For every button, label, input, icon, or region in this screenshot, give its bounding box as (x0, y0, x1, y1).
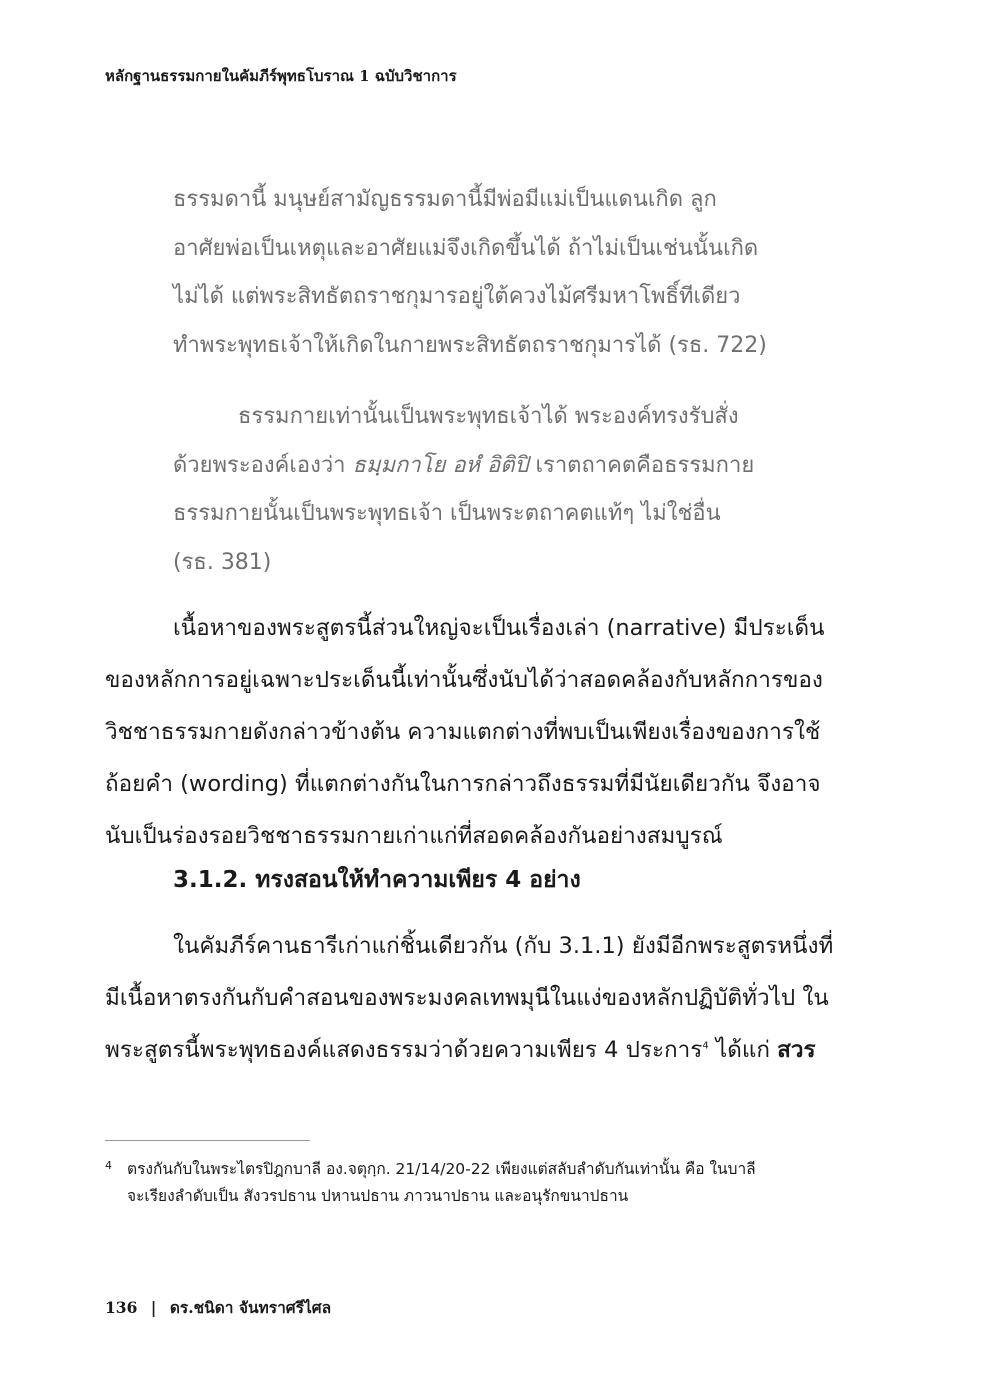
paragraph-line: นับเป็นร่องรอยวิชชาธรรมกายเก่าแก่ที่สอดคล้องกันอย่างสมบูรณ์ (105, 823, 723, 849)
quote-line: ทำพระพุทธเจ้าให้เกิดในกายพระสิทธัตถราชกุมารได้ (รธ. 722) (173, 332, 767, 358)
paragraph-line: วิชชาธรรมกายดังกล่าวข้างต้น ความแตกต่างที่พบเป็นเพียงเรื่องของการใช้ (105, 719, 821, 745)
footnote-reference[interactable]: 4 (702, 1040, 709, 1052)
paragraph-line: เนื้อหาของพระสูตรนี้ส่วนใหญ่จะเป็นเรื่องเล่า (narrative) มีประเด็น (173, 615, 825, 641)
author-name: ดร.ชนิดา จันทราศรีไศล (169, 1298, 332, 1317)
quote-line: (รธ. 381) (173, 549, 272, 575)
footnote-divider (105, 1140, 310, 1141)
quote-line (173, 442, 793, 491)
block-quote-2 (173, 393, 793, 587)
paragraph-line: ในคัมภีร์คานธารีเก่าแก่ชิ้นเดียวกัน (กับ 3.1.1) ยังมีอีกพระสูตรหนึ่งที่ (173, 933, 834, 959)
quote-line: ธรรมดานี้ มนุษย์สามัญธรรมดานี้มีพ่อมีแม่เป็นแดนเกิด ลูก (173, 187, 717, 212)
page-number: 136 (105, 1298, 138, 1317)
quote-line: ธรรมกายนั้นเป็นพระพุทธเจ้า เป็นพระตถาคตแท้ๆ ไม่ใช่อื่น (173, 501, 721, 526)
book-title: หลักฐานธรรมกายในคัมภีร์พุทธโบราณ 1 ฉบับวิชาการ (105, 67, 457, 85)
quote-text: เราตถาคตคือธรรมกาย (528, 452, 755, 478)
paragraph-line: มีเนื้อหาตรงกันกับคำสอนของพระมงคลเทพมุนีในแง่ของหลักปฏิบัติทั่วไป ใน (105, 985, 829, 1011)
paragraph-2 (105, 920, 862, 1076)
footer-separator: | (150, 1298, 157, 1317)
paragraph-line: ถ้อยคำ (wording) ที่แตกต่างกันในการกล่าวถึงธรรมที่มีนัยเดียวกัน จึงอาจ (105, 771, 821, 797)
paragraph-1 (105, 602, 862, 862)
paragraph-line (105, 1024, 862, 1076)
paragraph-text: พระสูตรนี้พระพุทธองค์แสดงธรรมว่าด้วยความเพียร 4 ประการ (105, 1037, 703, 1063)
footnote-line: จะเรียงลำดับเป็น สังวรปธาน ปหานปธาน ภาวนาปธาน และอนุรักขนาปธาน (127, 1187, 629, 1205)
footnote (105, 1156, 865, 1210)
quote-line: ธรรมกายเท่านั้นเป็นพระพุทธเจ้าได้ พระองค์ทรงรับสั่ง (238, 404, 739, 429)
paragraph-text: ได้แก่ (708, 1037, 778, 1063)
section-heading: 3.1.2. ทรงสอนให้ทำความเพียร 4 อย่าง (173, 867, 581, 893)
quote-line: ไม่ได้ แต่พระสิทธัตถราชกุมารอยู่ใต้ควงไม้ศรีมหาโพธิ์ทีเดียว (173, 284, 741, 309)
bold-term: สวร (777, 1037, 816, 1063)
page-footer (105, 1295, 331, 1320)
pali-phrase: ธมฺมกาโย อหํ อิติปิ (352, 452, 529, 478)
footnote-text (127, 1156, 865, 1210)
block-quote-1 (173, 176, 793, 370)
quote-line: อาศัยพ่อเป็นเหตุและอาศัยแม่จึงเกิดขึ้นได้ ถ้าไม่เป็นเช่นนั้นเกิด (173, 235, 759, 261)
footnote-number: 4 (105, 1159, 112, 1172)
quote-text: ด้วยพระองค์เองว่า (173, 452, 353, 478)
paragraph-line: ของหลักการอยู่เฉพาะประเด็นนี้เท่านั้นซึ่งนับได้ว่าสอดคล้องกับหลักการของ (105, 667, 823, 693)
footnote-line: ตรงกันกับในพระไตรปิฎกบาลี อง.จตุกฺก. 21/14/20-22 เพียงแต่สลับลำดับกันเท่านั้น คือ ในบาลี (127, 1160, 756, 1178)
running-header (105, 64, 457, 88)
